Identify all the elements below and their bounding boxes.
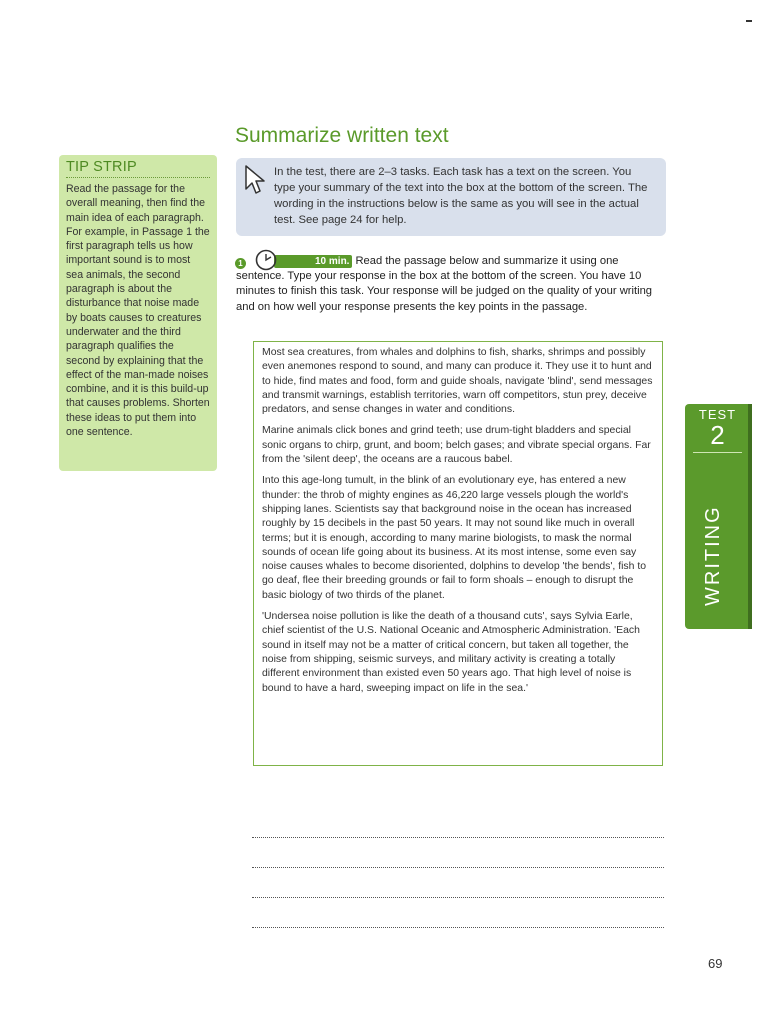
section-label: WRITING [702,505,724,606]
section-side-tab [685,404,750,629]
tip-strip [59,155,217,471]
time-limit-badge: 10 min. [274,255,352,268]
section-title: Summarize written text [235,124,449,147]
corner-mark [746,20,752,22]
passage-paragraph: Into this age-long tumult, in the blink of an evolutionary eye, has entered a new thunder: the throb of mighty engines as 46,220 large vessels plough the world's shipping lanes. Scientists say that background noise in the ocean has increased roughly by 15 decibels in the past 50 years. It may not sound like much in overall terms; but it is enough, according to many marine biologists, to mask the normal sounds of ocean life going about its business. At its most intense, some even say noise causes whales to become disoriented, dolphins to develop 'the bends', fish to go deaf, flee their breeding grounds or fail to form shoals – enough to disrupt the basic biology of two thirds of the planet. [262,475,647,601]
test-info-note [236,158,666,236]
cursor-arrow-icon [244,164,268,196]
passage-paragraph: Most sea creatures, from whales and dolphins to fish, sharks, shrimps and possibly even anemones respond to sound, and many can produce it. They use it to hunt and to hide, find mates and food, form and guide shoals, navigate 'blind', send messages and transmit warnings, establish territories, warn off competitors, stun prey, deceive predators, and sense changes in water and conditions. [262,347,653,416]
reading-passage [253,341,663,766]
page-number: 69 [708,956,723,971]
tip-strip-heading: TIP STRIP [66,159,210,178]
test-info-text: In the test, there are 2–3 tasks. Each task has a text on the screen. You type your summary of the text into the box at the bottom of the screen. The wording in the instructions below is the same as you will see in the actual test. See page 24 for help. [274,166,648,226]
task-instruction-text: Read the passage below and summarize it using one sentence. Type your response in the box at the bottom of the screen. You have 10 minutes to finish this task. Your response will be judged on the quality of your writing and on how well your response presents the key points in the passage. [236,255,653,313]
test-number: 2 [693,422,742,453]
task-number-badge: 1 [235,258,246,269]
test-label: TEST [698,407,737,422]
clock-icon [254,248,282,272]
answer-line [252,808,664,838]
passage-paragraph: 'Undersea noise pollution is like the death of a thousand cuts', says Sylvia Earle, chief scientist of the U.S. National Oceanic and Atmospheric Administration. 'Each sound in itself may not be a matter of critical concern, but taken all together, the noise from shipping, seismic surveys, and military activity is creating a totally different environment than existed even 50 years ago. That high level of noise is bound to have a hard, sweeping impact on life in the sea.' [262,611,640,694]
answer-writing-lines [252,808,664,928]
answer-line [252,868,664,898]
task-instruction [236,254,664,315]
tip-strip-body: Read the passage for the overall meaning, then find the main idea of each paragraph. For example, in Passage 1 the first paragraph tells us how important sound is to most sea animals, the second paragraph is about the disturbance that noise made by boats causes to creatures underwater and the third paragraph qualifies the second by explaining that the effect of the man-made noises combine, and it is this build-up that causes problems. Shorten these ideas to put them into one sentence. [66,183,210,439]
answer-line [252,838,664,868]
answer-line [252,898,664,928]
passage-paragraph: Marine animals click bones and grind teeth; use drum-tight bladders and special sonic organs to chirp, grunt, and boom; belch gases; and vibrate special organs. Far from the 'silent deep', the oceans are a raucous babel. [262,425,651,466]
side-tab-edge [748,404,752,629]
